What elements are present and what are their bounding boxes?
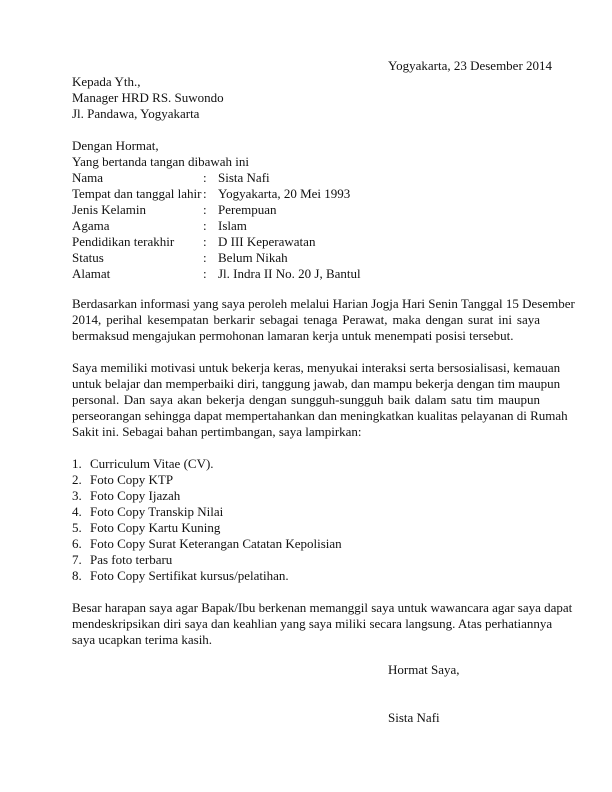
list-item-number: 4.	[72, 504, 82, 519]
list-item-text: Foto Copy Sertifikat kursus/pelatihan.	[90, 568, 289, 583]
closing-greeting: Hormat Saya,	[388, 662, 460, 677]
identity-label: Status	[72, 250, 104, 265]
identity-label: Alamat	[72, 266, 111, 281]
identity-colon: :	[203, 250, 207, 265]
paragraph-line: Saya memiliki motivasi untuk bekerja keras, menyukai interaksi serta bersosialisasi, kemauan	[72, 360, 561, 375]
paragraph-motivation	[72, 360, 568, 440]
paragraph-line: Sakit ini. Sebagai bahan pertimbangan, saya lampirkan:	[72, 424, 362, 439]
intro-line: Yang bertanda tangan dibawah ini	[72, 154, 250, 169]
paragraph-line: perseorangan sehingga dapat mempertahankan dan meningkatkan kualitas pelayanan di Rumah	[72, 408, 568, 423]
recipient-line: Jl. Pandawa, Yogyakarta	[72, 106, 200, 121]
identity-colon: :	[203, 234, 207, 249]
identity-value: Yogyakarta, 20 Mei 1993	[218, 186, 351, 201]
list-item-number: 2.	[72, 472, 82, 487]
paragraph-closing	[72, 600, 573, 648]
paragraph-line: bermaksud mengajukan permohonan lamaran kerja untuk menempati posisi tersebut.	[72, 328, 514, 343]
identity-label: Nama	[72, 170, 104, 185]
identity-colon: :	[203, 170, 207, 185]
identity-label: Jenis Kelamin	[72, 202, 147, 217]
list-item-number: 5.	[72, 520, 82, 535]
identity-value: D III Keperawatan	[218, 234, 316, 249]
identity-label: Agama	[72, 218, 110, 233]
identity-colon: :	[203, 186, 207, 201]
identity-label: Pendidikan terakhir	[72, 234, 175, 249]
identity-colon: :	[203, 202, 207, 217]
identity-value: Islam	[218, 218, 247, 233]
identity-value: Jl. Indra II No. 20 J, Bantul	[218, 266, 361, 281]
list-item-text: Foto Copy KTP	[90, 472, 174, 487]
paragraph-line: mendeskripsikan diri saya dan keahlian yang saya miliki secara langsung. Atas perhatiannya	[72, 616, 553, 631]
paragraph-line: untuk belajar dan memperbaiki diri, tanggung jawab, dan mampu bekerja dengan tim maupun	[72, 376, 561, 391]
paragraph-line: saya ucapkan terima kasih.	[72, 632, 213, 647]
paragraph-line: Besar harapan saya agar Bapak/Ibu berkenan memanggil saya untuk wawancara agar saya dapat	[72, 600, 573, 615]
list-item-number: 7.	[72, 552, 82, 567]
paragraph-application	[72, 296, 575, 344]
list-item-number: 1.	[72, 456, 82, 471]
list-item-number: 8.	[72, 568, 82, 583]
list-item-text: Foto Copy Kartu Kuning	[90, 520, 221, 535]
identity-label: Tempat dan tanggal lahir	[72, 186, 202, 201]
recipient-block	[72, 74, 224, 122]
list-item-text: Foto Copy Ijazah	[90, 488, 181, 503]
salutation: Dengan Hormat,	[72, 138, 159, 153]
paragraph-line: personal. Dan saya akan bekerja dengan sungguh-sungguh baik dalam satu tim maupun	[72, 392, 540, 407]
identity-value: Perempuan	[218, 202, 277, 217]
list-item-text: Foto Copy Surat Keterangan Catatan Kepolisian	[90, 536, 342, 551]
identity-value: Belum Nikah	[218, 250, 288, 265]
list-item-number: 6.	[72, 536, 82, 551]
list-item-number: 3.	[72, 488, 82, 503]
list-item-text: Foto Copy Transkip Nilai	[90, 504, 224, 519]
place-date: Yogyakarta, 23 Desember 2014	[388, 58, 553, 73]
identity-value: Sista Nafi	[218, 170, 270, 185]
recipient-line: Manager HRD RS. Suwondo	[72, 90, 224, 105]
identity-colon: :	[203, 218, 207, 233]
list-item-text: Curriculum Vitae (CV).	[90, 456, 214, 471]
recipient-line: Kepada Yth.,	[72, 74, 141, 89]
paragraph-line: 2014, perihal kesempatan berkarir sebagai tenaga Perawat, maka dengan surat ini saya	[72, 312, 540, 327]
signer-name: Sista Nafi	[388, 710, 440, 725]
list-item-text: Pas foto terbaru	[90, 552, 173, 567]
paragraph-line: Berdasarkan informasi yang saya peroleh melalui Harian Jogja Hari Senin Tanggal 15 Desember	[72, 296, 575, 311]
identity-colon: :	[203, 266, 207, 281]
